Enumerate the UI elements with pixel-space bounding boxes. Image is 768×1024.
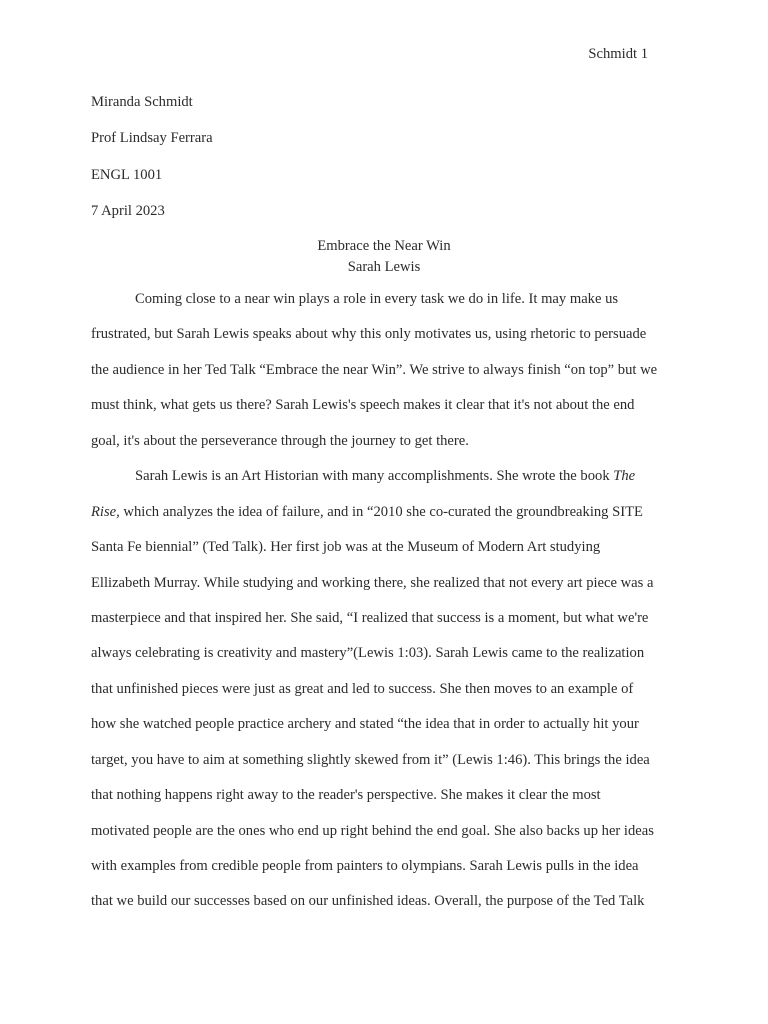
body-line: masterpiece and that inspired her. She said, “I realized that success is a moment, but what we're	[91, 609, 649, 626]
body-line: that unfinished pieces were just as great and led to success. She then moves to an example of	[91, 680, 634, 697]
book-title-part: The	[613, 468, 636, 485]
body-line: with examples from credible people from painters to olympians. Sarah Lewis pulls in the idea	[91, 858, 639, 874]
body-line: the audience in her Ted Talk “Embrace the near Win”. We strive to always finish “on top” but we	[91, 361, 658, 378]
essay-title-block	[0, 236, 768, 277]
body-line	[91, 502, 671, 537]
body-text-run: Sarah Lewis is an Art Historian with many accomplishments. She wrote the book	[135, 468, 614, 485]
essay-title: Embrace the Near Win	[317, 238, 451, 254]
body-line: must think, what gets us there? Sarah Lewis's speech makes it clear that it's not about the end	[91, 397, 635, 414]
body-line: that nothing happens right away to the reader's perspective. She makes it clear the most	[91, 787, 601, 804]
date: 7 April 2023	[91, 203, 165, 220]
body-text-run: which analyzes the idea of failure, and in “2010 she co-curated the groundbreaking SITE	[119, 503, 643, 520]
mla-heading	[91, 92, 213, 238]
body-line: always celebrating is creativity and mastery”(Lewis 1:03). Sarah Lewis came to the realization	[91, 645, 645, 662]
essay-subtitle: Sarah Lewis	[347, 258, 421, 275]
body-line: Coming close to a near win plays a role in every task we do in life. It may make us	[135, 291, 619, 307]
student-name: Miranda Schmidt	[91, 94, 193, 110]
body-line: goal, it's about the perseverance through the journey to get there.	[91, 432, 469, 449]
running-head: Schmidt 1	[588, 46, 648, 62]
body-line: that we build our successes based on our unfinished ideas. Overall, the purpose of the Ted Talk	[91, 893, 645, 910]
body-line: Santa Fe biennial” (Ted Talk). Her first job was at the Museum of Modern Art studying	[91, 539, 601, 556]
body-line: Ellizabeth Murray. While studying and working there, she realized that not every art piece was a	[91, 574, 654, 591]
professor-name: Prof Lindsay Ferrara	[91, 130, 213, 147]
body-line: how she watched people practice archery and stated “the idea that in order to actually hit your	[91, 716, 639, 733]
book-title-part: Rise,	[91, 503, 120, 520]
body-line: motivated people are the ones who end up right behind the end goal. She also backs up her ideas	[91, 822, 654, 839]
course-name: ENGL 1001	[91, 166, 163, 183]
body-line: target, you have to aim at something slightly skewed from it” (Lewis 1:46). This brings the idea	[91, 751, 650, 768]
essay-body	[91, 289, 671, 927]
body-line	[91, 466, 671, 501]
body-line: frustrated, but Sarah Lewis speaks about why this only motivates us, using rhetoric to persuade	[91, 326, 647, 343]
